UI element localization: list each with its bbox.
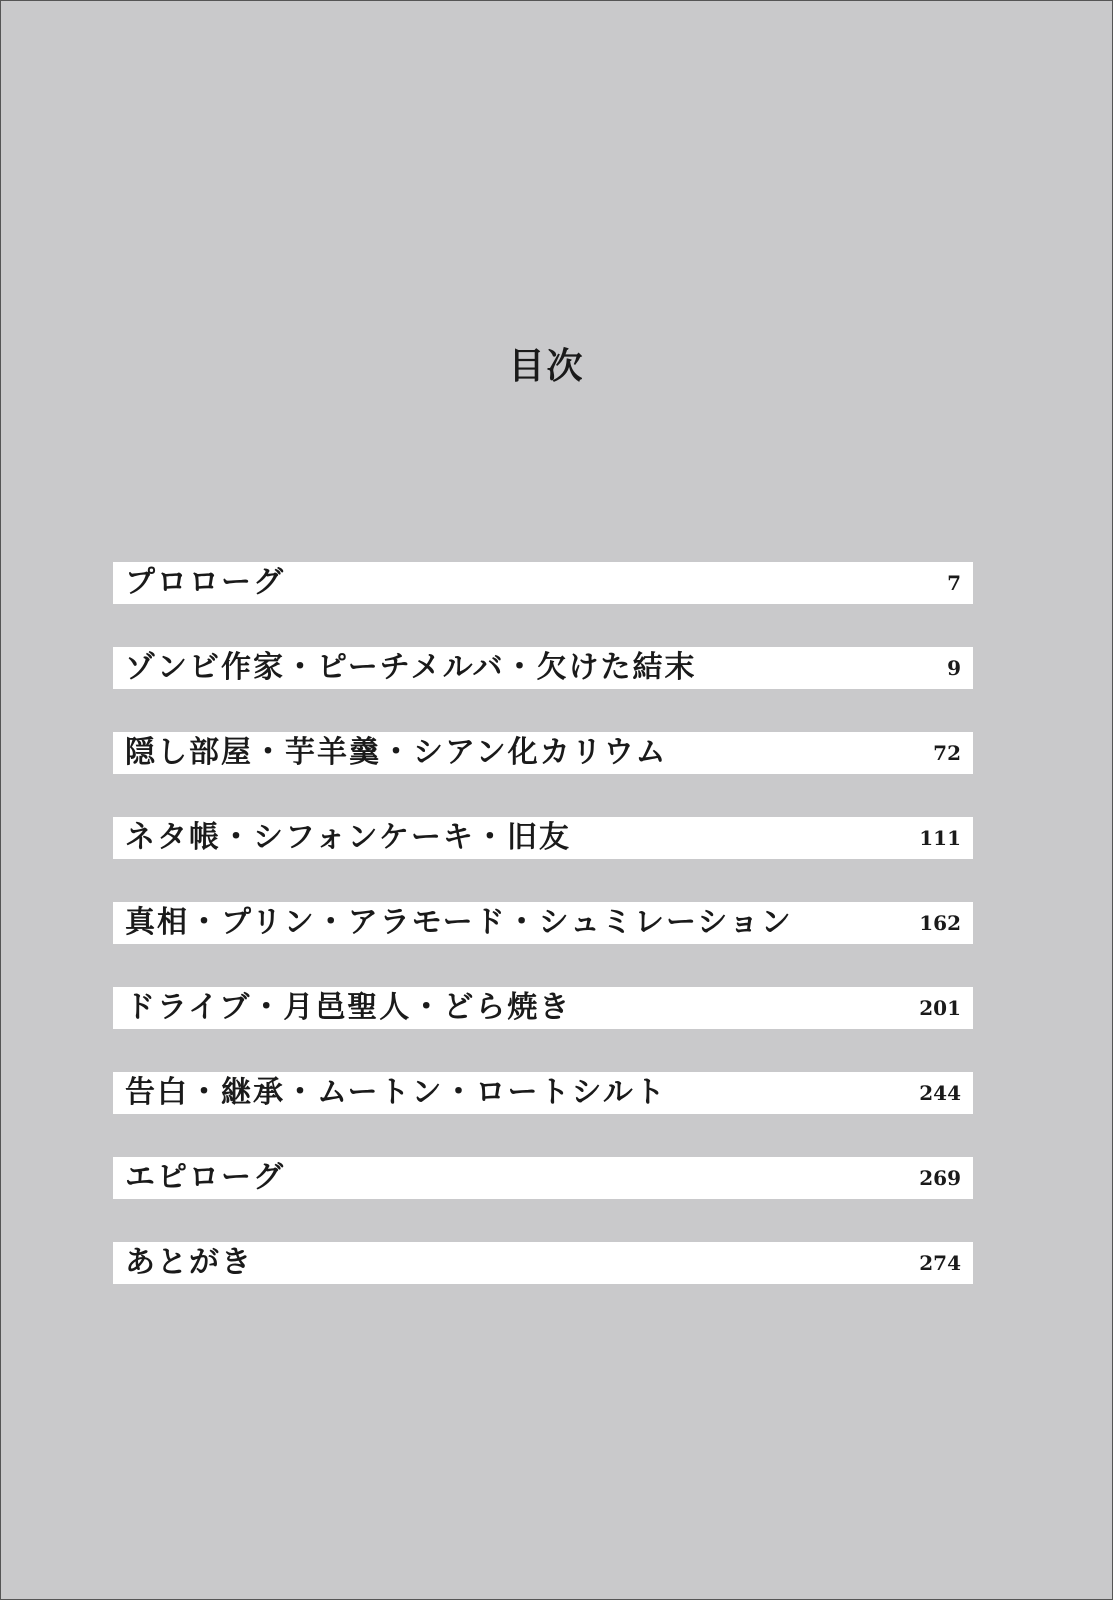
- toc-entry-page-number: 244: [919, 1081, 961, 1105]
- toc-entry-page-number: 7: [947, 571, 961, 595]
- toc-entry-title: ドライブ・月邑聖人・どら焼き: [125, 990, 572, 1025]
- toc-entry-title: 告白・継承・ムートン・ロートシルト: [125, 1075, 667, 1110]
- toc-entry-prologue[interactable]: [113, 562, 973, 604]
- toc-entry-afterword[interactable]: [113, 1242, 973, 1284]
- toc-entry-page-number: 274: [919, 1251, 961, 1275]
- toc-entry-title: 隠し部屋・芋羊羹・シアン化カリウム: [125, 735, 668, 770]
- toc-entry-chapter-5[interactable]: [113, 987, 973, 1029]
- toc-entry-title: 真相・プリン・アラモード・シュミレーション: [125, 905, 793, 940]
- toc-entry-title: あとがき: [125, 1245, 253, 1280]
- toc-entry-chapter-4[interactable]: [113, 902, 973, 944]
- toc-entry-title: ネタ帳・シフォンケーキ・旧友: [125, 820, 571, 855]
- toc-entry-page-number: 111: [919, 826, 961, 850]
- toc-entry-page-number: 201: [919, 996, 961, 1020]
- toc-entry-title: プロローグ: [125, 565, 285, 600]
- page-title: 目次: [508, 345, 585, 387]
- toc-entry-page-number: 269: [919, 1166, 961, 1190]
- toc-entry-chapter-3[interactable]: [113, 817, 973, 859]
- toc-entry-chapter-1[interactable]: [113, 647, 973, 689]
- toc-entry-page-number: 72: [933, 741, 961, 765]
- toc-entry-epilogue[interactable]: [113, 1157, 973, 1199]
- toc-entry-chapter-2[interactable]: [113, 732, 973, 774]
- toc-entry-page-number: 162: [919, 911, 961, 935]
- toc-entry-title: ゾンビ作家・ピーチメルバ・欠けた結末: [125, 650, 697, 685]
- toc-entry-chapter-6[interactable]: [113, 1072, 973, 1114]
- toc-entry-title: エピローグ: [125, 1160, 285, 1195]
- table-of-contents: [113, 562, 973, 1327]
- toc-entry-page-number: 9: [947, 656, 961, 680]
